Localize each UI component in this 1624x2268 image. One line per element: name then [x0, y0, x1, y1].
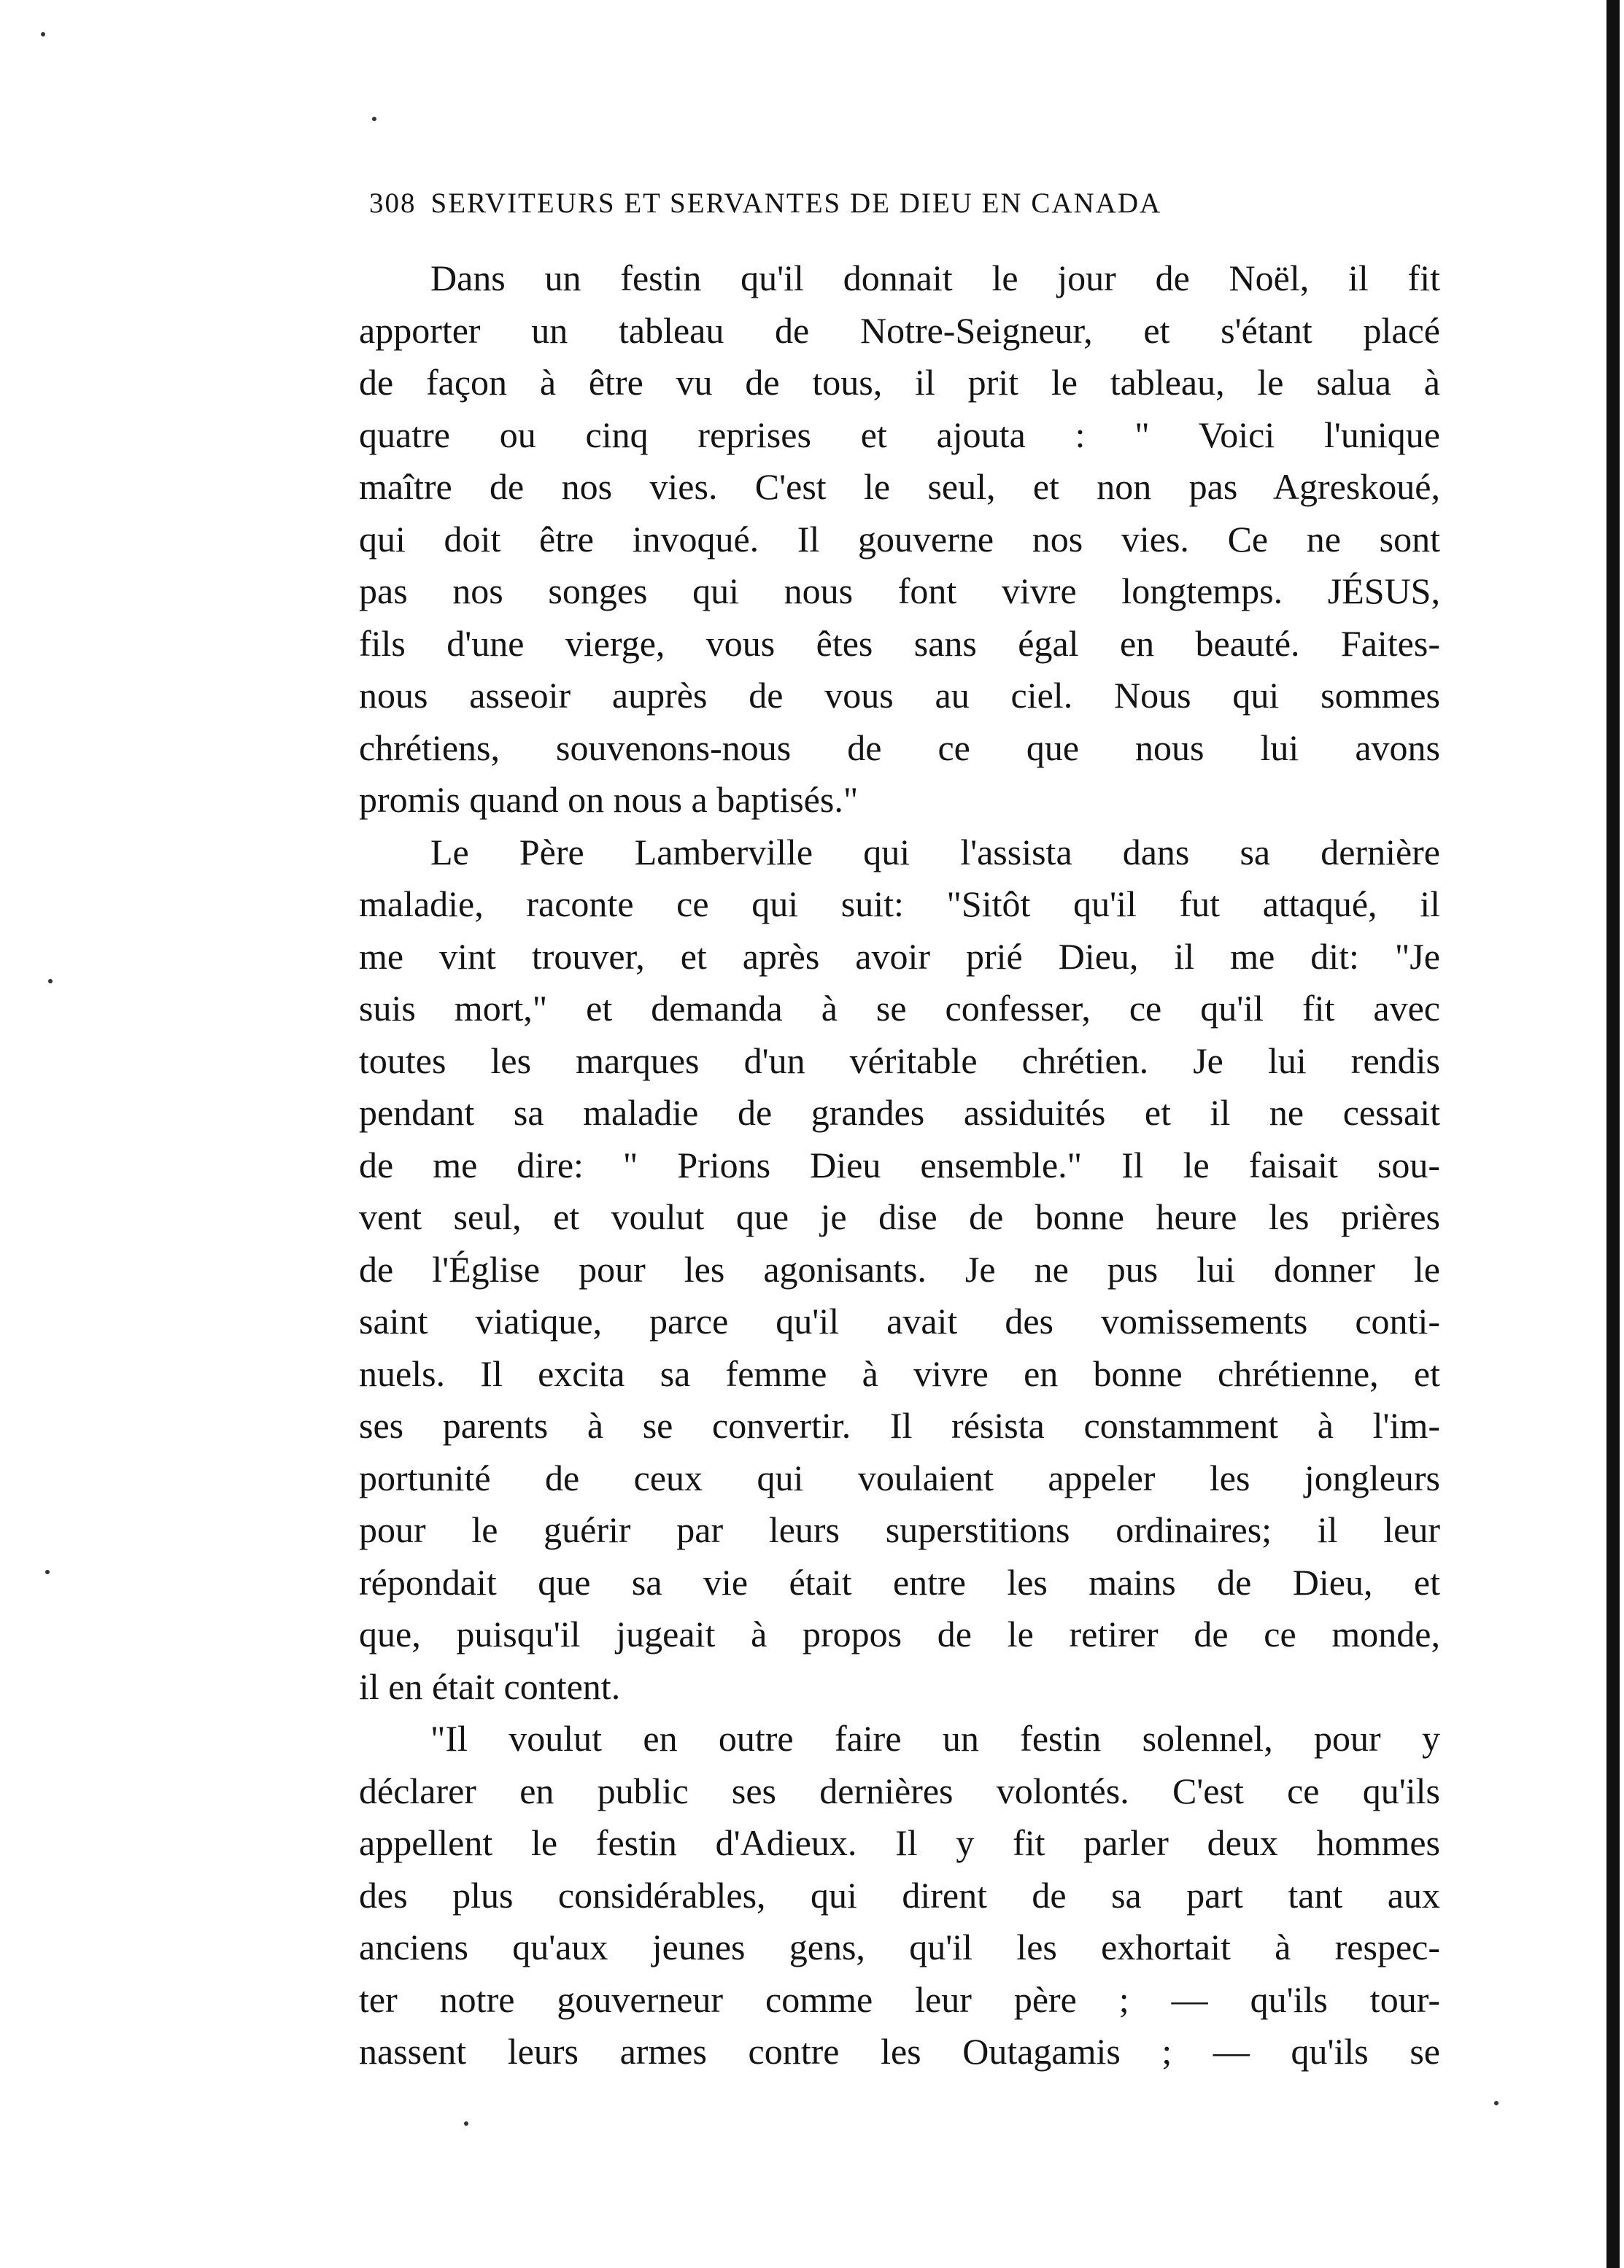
text-line: que, puisqu'il jugeait à propos de le retirer de ce monde, [359, 1614, 1440, 1654]
text-line: me vint trouver, et après avoir prié Dieu, il me dit: "Je [359, 935, 1440, 977]
text-line: chrétiens, souvenons-nous de ce que nous lui avons [359, 727, 1440, 768]
text-line: ses parents à se convertir. Il résista constamment à l'im- [359, 1405, 1440, 1446]
body-text [359, 252, 1440, 2078]
text-line: apporter un tableau de Notre-Seigneur, et s'étant placé [359, 309, 1440, 351]
text-line: déclarer en public ses dernières volontés. C'est ce qu'ils [359, 1770, 1440, 1811]
text-line: anciens qu'aux jeunes gens, qu'il les exhortait à respec- [359, 1927, 1440, 1967]
paragraph [359, 1713, 1440, 2078]
text-line: toutes les marques d'un véritable chrétien. Je lui rendis [359, 1040, 1440, 1081]
text-line: de me dire: " Prions Dieu ensemble." Il le faisait sou- [359, 1144, 1440, 1185]
scan-speck [48, 979, 53, 983]
text-line: nassent leurs armes contre les Outagamis ; — qu'ils se [359, 2031, 1440, 2072]
paragraph [359, 252, 1440, 827]
text-line: maître de nos vies. C'est le seul, et non pas Agreskoué, [359, 466, 1440, 507]
text-line: vent seul, et voulut que je dise de bonne heure les prières [359, 1196, 1440, 1237]
page-number: 308 [369, 187, 417, 219]
text-line: répondait que sa vie était entre les mains de Dieu, et [359, 1561, 1440, 1603]
text-line: il en était content. [359, 1665, 621, 1707]
text-line: "Il voulut en outre faire un festin solennel, pour y [430, 1718, 1440, 1759]
text-line: saint viatique, parce qu'il avait des vomissements conti- [359, 1301, 1440, 1342]
running-head-title: SERVITEURS ET SERVANTES DE DIEU EN CANADA [430, 187, 1162, 219]
text-line: nuels. Il excita sa femme à vivre en bonne chrétienne, et [359, 1352, 1440, 1394]
text-line: Dans un festin qu'il donnait le jour de Noël, il fit [430, 258, 1440, 298]
text-line: de l'Église pour les agonisants. Je ne pus lui donner le [359, 1248, 1440, 1290]
text-line: promis quand on nous a baptisés." [359, 779, 859, 820]
scan-speck [41, 32, 45, 36]
running-header [369, 187, 1449, 220]
scan-edge-shadow [1606, 0, 1620, 2268]
text-line: Le Père Lamberville qui l'assista dans sa dernière [430, 831, 1440, 872]
text-line: quatre ou cinq reprises et ajouta : " Voici l'unique [359, 414, 1440, 455]
scan-speck [464, 2121, 468, 2126]
text-line: qui doit être invoqué. Il gouverne nos vies. Ce ne sont [359, 518, 1440, 560]
scan-speck [45, 1570, 50, 1574]
text-line: pendant sa maladie de grandes assiduités et il ne cessait [359, 1092, 1440, 1133]
text-line: nous asseoir auprès de vous au ciel. Nous qui sommes [359, 675, 1440, 716]
text-line: portunité de ceux qui voulaient appeler les jongleurs [359, 1457, 1440, 1498]
text-line: de façon à être vu de tous, il prit le tableau, le salua à [359, 362, 1440, 403]
text-line: pour le guérir par leurs superstitions ordinaires; il leur [359, 1509, 1440, 1550]
text-line: pas nos songes qui nous font vivre longtemps. JÉSUS, [359, 570, 1440, 611]
text-line: des plus considérables, qui dirent de sa part tant aux [359, 1874, 1440, 1916]
text-line: maladie, raconte ce qui suit: "Sitôt qu'il fut attaqué, il [359, 883, 1440, 924]
paragraph [359, 827, 1440, 1714]
scan-speck [372, 117, 376, 121]
text-line: suis mort," et demanda à se confesser, ce qu'il fit avec [359, 988, 1440, 1029]
scan-speck [1494, 2101, 1499, 2105]
text-line: fils d'une vierge, vous êtes sans égal en beauté. Faites- [359, 622, 1440, 664]
text-line: ter notre gouverneur comme leur père ; — qu'ils tour- [359, 1978, 1440, 2020]
text-line: appellent le festin d'Adieux. Il y fit parler deux hommes [359, 1822, 1440, 1863]
